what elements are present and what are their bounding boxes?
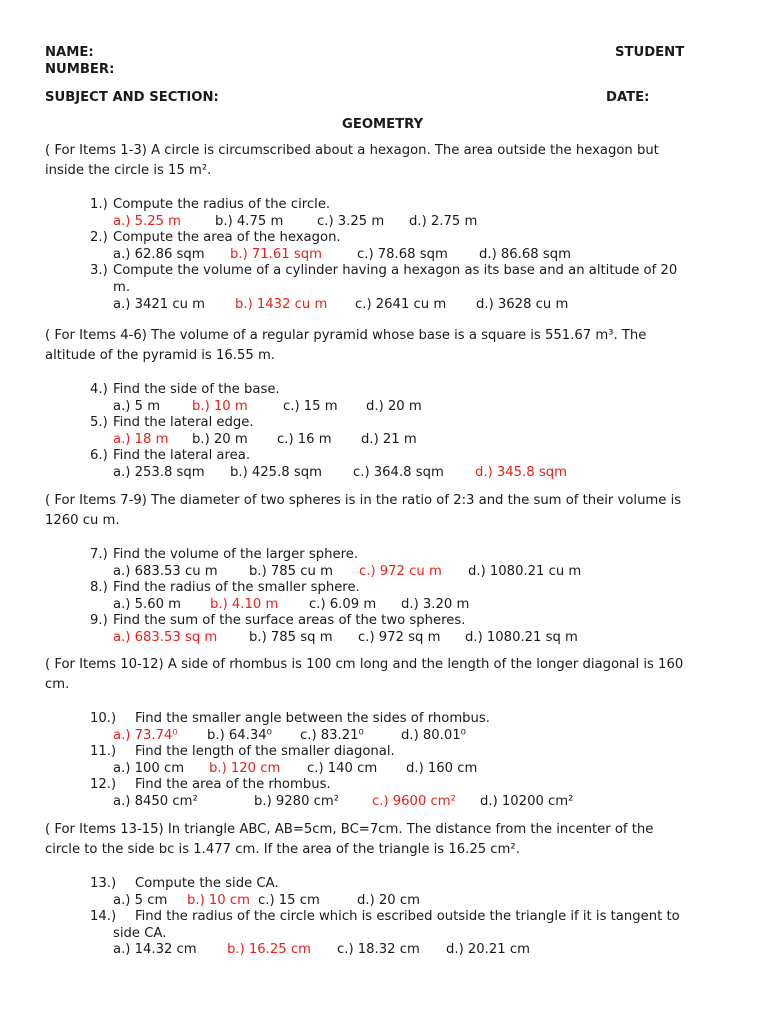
choice-correct: b.) 1432 cu m: [235, 296, 328, 312]
choice: d.) 20 m: [366, 398, 422, 414]
question-text: Find the smaller angle between the sides of rhombus.: [135, 711, 490, 726]
question-number: 5.): [90, 415, 108, 431]
choice-correct: a.) 683.53 sq m: [113, 630, 218, 645]
choice: c.) 140 cm: [307, 760, 378, 776]
question-text: Find the side of the base.: [113, 382, 280, 397]
question-text: Find the radius of the circle which is escribed outside the triangle if it is tangent to: [135, 909, 680, 925]
choice: d.) 80.01⁰: [401, 727, 466, 743]
choice: a.) 5 m: [113, 398, 161, 414]
choice: a.) 253.8 sqm: [113, 465, 205, 480]
subject-section-label: SUBJECT AND SECTION:: [45, 90, 219, 105]
choice: c.) 972 sq m: [358, 630, 441, 645]
choice-correct: a.) 73.74⁰: [113, 727, 178, 743]
choice: a.) 14.32 cm: [113, 942, 197, 958]
choice: c.) 16 m: [277, 431, 332, 447]
choice: c.) 83.21⁰: [300, 727, 364, 743]
question-text: Compute the side CA.: [135, 876, 279, 891]
question-number: 14.): [90, 909, 117, 925]
choice: a.) 3421 cu m: [113, 296, 206, 312]
choice: b.) 9280 cm²: [254, 794, 340, 809]
choice: a.) 683.53 cu m: [113, 563, 218, 579]
question-text: Find the sum of the surface areas of the two spheres.: [113, 613, 466, 629]
choice: b.) 785 sq m: [249, 630, 333, 645]
choice: c.) 3.25 m: [317, 213, 385, 229]
choice-correct: b.) 71.61 sqm: [230, 246, 322, 262]
question-text: side CA.: [113, 925, 167, 941]
number-label: NUMBER:: [45, 62, 115, 77]
choice: a.) 62.86 sqm: [113, 246, 205, 262]
question-text: Find the lateral edge.: [113, 415, 254, 431]
choice: c.) 2641 cu m: [355, 296, 447, 312]
group-intro-text: ( For Items 13-15) In triangle ABC, AB=5cm, BC=7cm. The distance from the incenter of the: [45, 822, 654, 837]
choice-correct: d.) 345.8 sqm: [475, 465, 567, 480]
group-intro-text: 1260 cu m.: [45, 513, 120, 528]
choice: d.) 10200 cm²: [480, 794, 574, 809]
choice: d.) 160 cm: [406, 760, 478, 776]
group-intro-text: ( For Items 4-6) The volume of a regular pyramid whose base is a square is 551.67 m³. The: [45, 328, 647, 343]
question-text: Compute the area of the hexagon.: [113, 230, 341, 246]
question-text: Find the radius of the smaller sphere.: [113, 580, 360, 596]
choice-correct: c.) 9600 cm²: [372, 794, 456, 809]
choice-correct: b.) 10 m: [192, 398, 248, 414]
choice: b.) 785 cu m: [249, 563, 333, 579]
group-intro-text: altitude of the pyramid is 16.55 m.: [45, 348, 275, 363]
choice: d.) 21 m: [361, 431, 417, 447]
choice: c.) 6.09 m: [309, 596, 377, 612]
question-number: 4.): [90, 382, 108, 397]
choice-correct: c.) 972 cu m: [359, 563, 442, 579]
choice: b.) 20 m: [192, 431, 248, 447]
group-intro-text: cm.: [45, 677, 70, 692]
choice-correct: b.) 4.10 m: [210, 596, 279, 612]
question-text: Find the volume of the larger sphere.: [113, 547, 359, 562]
choice: b.) 4.75 m: [215, 213, 284, 229]
question-number: 1.): [90, 197, 108, 212]
choice-correct: a.) 5.25 m: [113, 213, 182, 229]
question-number: 6.): [90, 448, 108, 464]
question-number: 8.): [90, 580, 108, 596]
choice-correct: a.) 18 m: [113, 431, 169, 447]
choice: d.) 2.75 m: [409, 213, 478, 229]
choice: d.) 20 cm: [357, 892, 420, 908]
choice-correct: b.) 120 cm: [209, 760, 281, 776]
choice: d.) 1080.21 sq m: [465, 630, 578, 645]
group-intro-text: inside the circle is 15 m².: [45, 163, 212, 178]
question-number: 10.): [90, 711, 117, 726]
page-title: GEOMETRY: [342, 117, 424, 132]
choice: a.) 8450 cm²: [113, 794, 198, 809]
choice: b.) 64.34⁰: [207, 727, 272, 743]
question-number: 7.): [90, 547, 108, 562]
choice: b.) 425.8 sqm: [230, 465, 322, 480]
question-text: Find the length of the smaller diagonal.: [135, 744, 395, 760]
choice: d.) 1080.21 cu m: [468, 563, 582, 579]
group-intro-text: circle to the side bc is 1.477 cm. If the area of the triangle is 16.25 cm².: [45, 842, 520, 857]
student-label: STUDENT: [615, 45, 685, 60]
question-number: 9.): [90, 613, 108, 629]
date-label: DATE:: [606, 90, 650, 105]
choice: d.) 20.21 cm: [446, 942, 530, 958]
choice: c.) 15 cm: [258, 892, 320, 908]
question-text: Compute the volume of a cylinder having a hexagon as its base and an altitude of 20: [113, 263, 678, 279]
question-text: Compute the radius of the circle.: [113, 197, 331, 212]
choice: c.) 364.8 sqm: [353, 465, 444, 480]
choice: a.) 100 cm: [113, 760, 185, 776]
question-number: 13.): [90, 876, 117, 891]
group-intro-text: ( For Items 1-3) A circle is circumscribed about a hexagon. The area outside the hexagon but: [45, 143, 659, 158]
choice: d.) 86.68 sqm: [479, 246, 571, 262]
choice: c.) 15 m: [283, 398, 338, 414]
question-number: 11.): [90, 744, 117, 760]
question-number: 2.): [90, 230, 108, 246]
choice: a.) 5.60 m: [113, 596, 182, 612]
question-text: Find the lateral area.: [113, 448, 251, 464]
choice: d.) 3.20 m: [401, 596, 470, 612]
choice-correct: b.) 10 cm: [187, 892, 250, 908]
choice: c.) 78.68 sqm: [357, 246, 448, 262]
group-intro-text: ( For Items 10-12) A side of rhombus is 100 cm long and the length of the longer diagonal is 160: [45, 657, 684, 672]
name-label: NAME:: [45, 45, 94, 60]
choice-correct: b.) 16.25 cm: [227, 942, 311, 958]
choice: c.) 18.32 cm: [337, 942, 420, 958]
question-number: 3.): [90, 263, 108, 279]
question-text: m.: [113, 280, 131, 295]
choice: a.) 5 cm: [113, 892, 168, 908]
choice: d.) 3628 cu m: [476, 296, 569, 312]
question-text: Find the area of the rhombus.: [135, 777, 331, 793]
question-number: 12.): [90, 777, 117, 793]
group-intro-text: ( For Items 7-9) The diameter of two spheres is in the ratio of 2:3 and the sum of their volume is: [45, 493, 682, 508]
